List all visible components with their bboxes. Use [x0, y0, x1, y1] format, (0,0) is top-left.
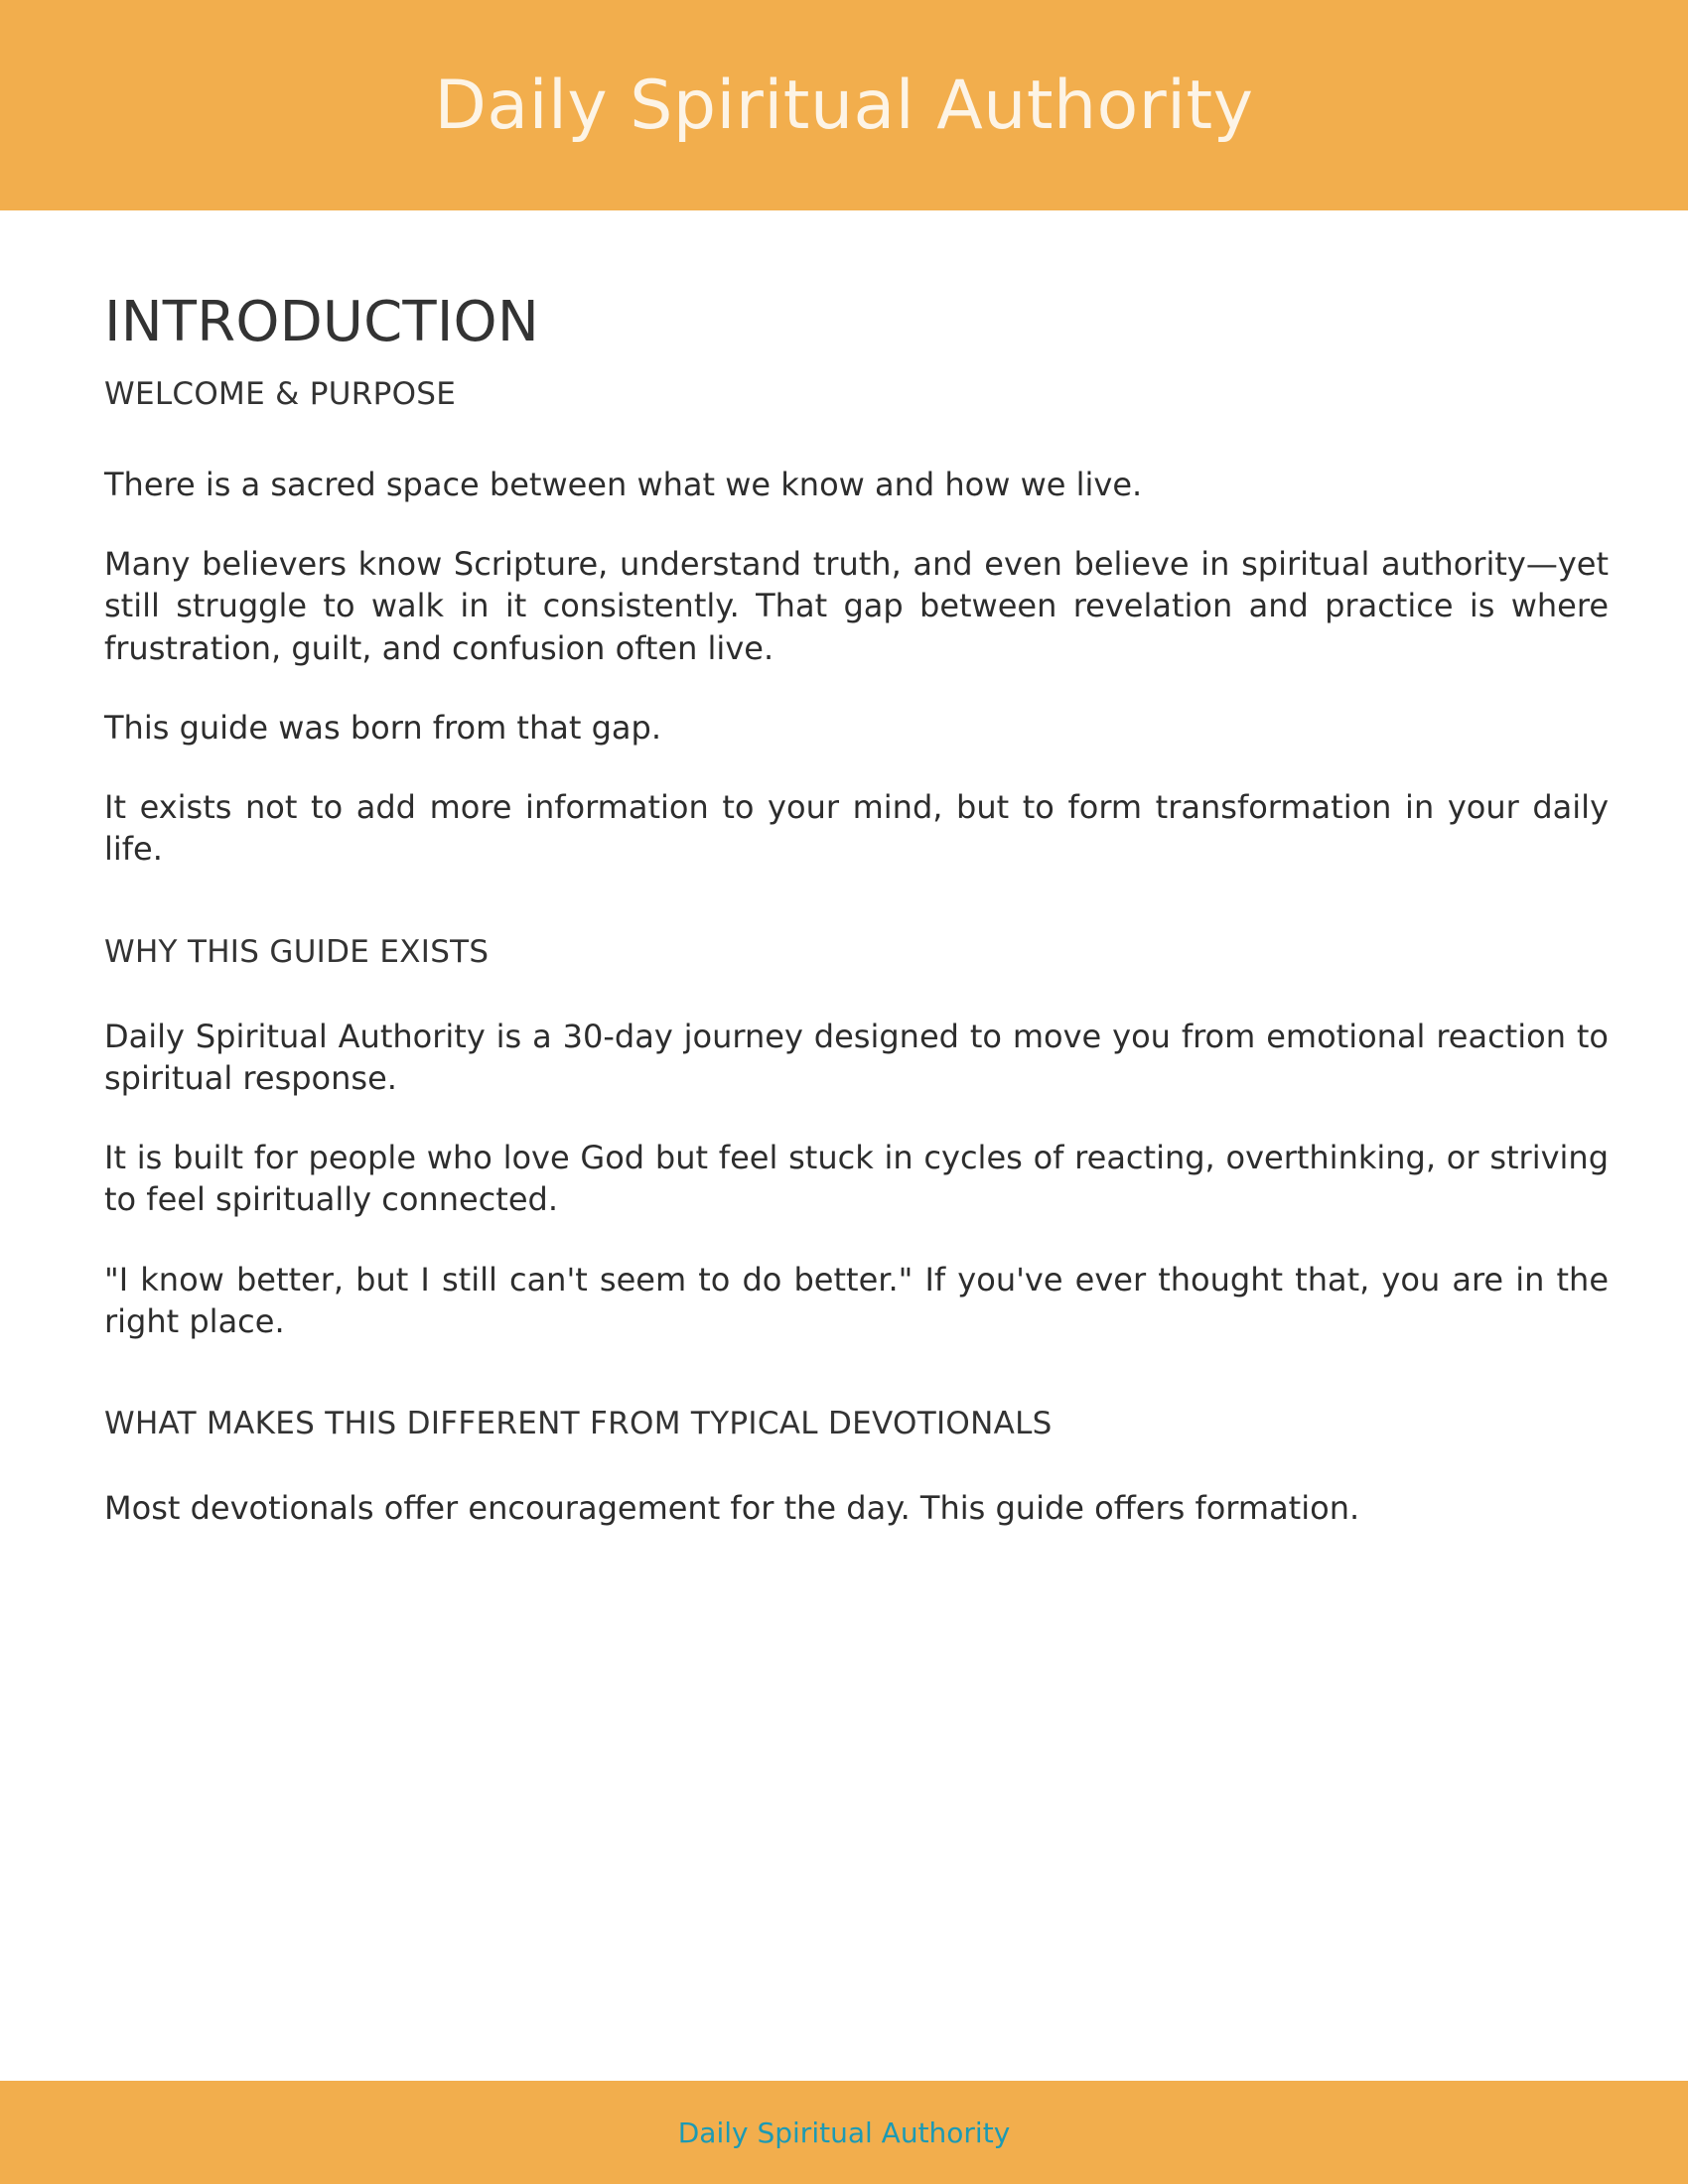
subheading-welcome-purpose: WELCOME & PURPOSE	[104, 376, 457, 412]
document-body	[0, 210, 1688, 2081]
paragraph-sacred-space: There is a sacred space between what we know and how we live.	[104, 466, 1143, 503]
page-footer-band	[0, 2081, 1688, 2184]
paragraph-know-better-quote: "I know better, but I still can't seem to do better." If you've ever thought that, you are in the right place.	[104, 1260, 1609, 1340]
paragraph-built-for-people: It is built for people who love God but feel stuck in cycles of reacting, overthinking, or striving to feel spiritually connected.	[104, 1139, 1609, 1219]
page-header-band	[0, 0, 1688, 210]
paragraph-born-from-gap: This guide was born from that gap.	[104, 708, 661, 747]
page-title: Daily Spiritual Authority	[434, 66, 1254, 145]
paragraph-30-day-journey: Daily Spiritual Authority is a 30-day journey designed to move you from emotional reaction to spiritual response.	[104, 1017, 1609, 1097]
paragraph-many-believers: Many believers know Scripture, understand truth, and even believe in spiritual authority—yet still struggle to walk in it consistently. That gap between revelation and practice is where frustration, guilt, and confusion often live.	[104, 545, 1609, 667]
subheading-what-makes-this-different: WHAT MAKES THIS DIFFERENT FROM TYPICAL DEVOTIONALS	[104, 1406, 1053, 1442]
section-heading-introduction: INTRODUCTION	[104, 290, 539, 354]
paragraph-transformation: It exists not to add more information to your mind, but to form transformation in your daily life.	[104, 788, 1609, 869]
subheading-why-this-guide-exists: WHY THIS GUIDE EXISTS	[104, 933, 490, 970]
paragraph-offers-formation: Most devotionals offer encouragement for the day. This guide offers formation.	[104, 1489, 1360, 1528]
footer-label: Daily Spiritual Authority	[677, 2116, 1011, 2149]
